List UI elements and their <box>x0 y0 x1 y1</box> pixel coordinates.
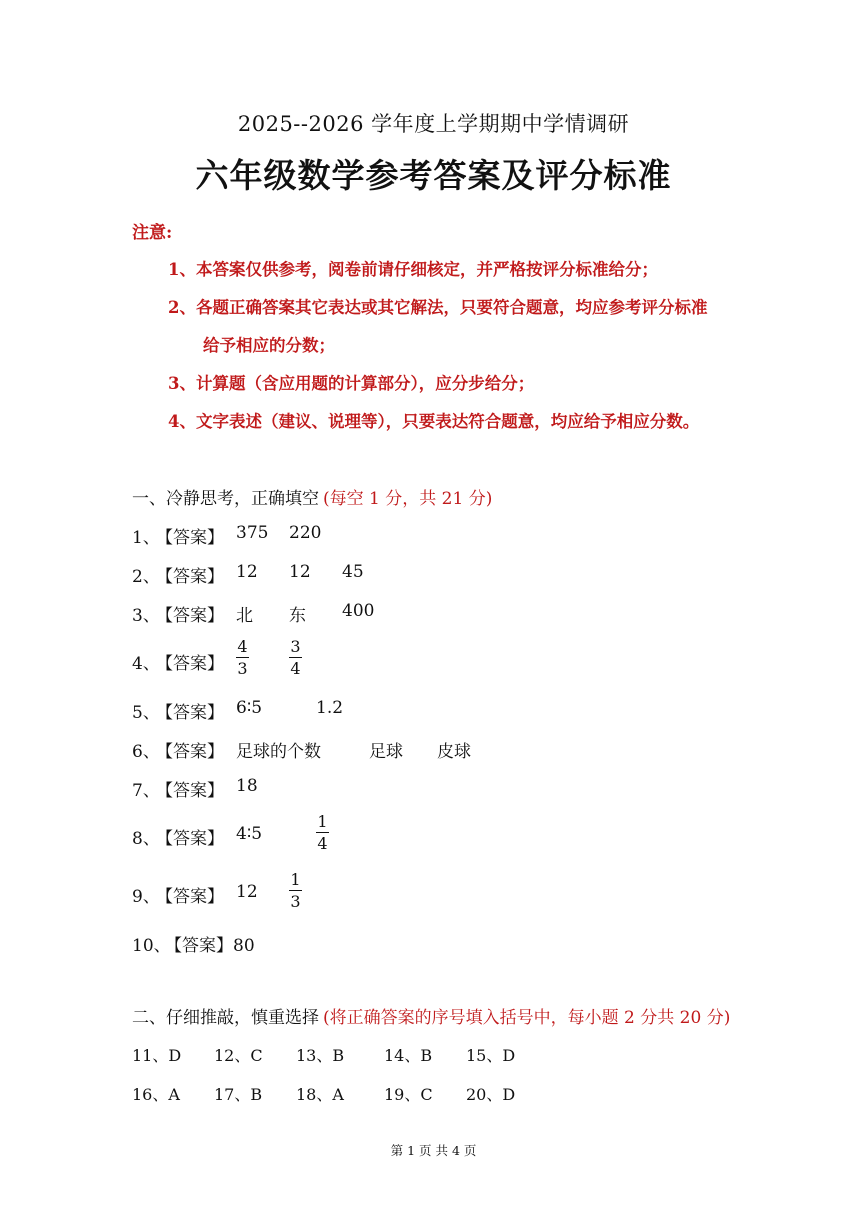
question-number: 8、 <box>132 829 160 849</box>
answer-value: 4∶5 <box>236 824 263 844</box>
answer-tag: 【答案】 <box>156 829 224 849</box>
answer-value: 12 <box>236 882 258 902</box>
answer-tag: 【答案】 <box>156 528 224 548</box>
question-number: 2、 <box>132 567 160 587</box>
answer-value: 400 <box>342 601 375 621</box>
fraction-denominator: 3 <box>237 659 248 678</box>
question-number: 6、 <box>132 742 160 762</box>
answer-value: 足球的个数 <box>236 742 321 762</box>
fraction-bar <box>316 832 329 833</box>
choice-answer: 18、A <box>296 1085 344 1104</box>
answer-fraction <box>316 812 329 853</box>
choice-answer: 15、D <box>466 1046 516 1065</box>
answer-value: 375 <box>236 523 269 543</box>
answer-value: 北 <box>236 606 253 626</box>
answer-tag: 【答案】 <box>156 606 224 626</box>
notice-item-2-continued: 给予相应的分数； <box>203 336 335 355</box>
question-number: 1、 <box>132 528 160 548</box>
choice-answer: 11、D <box>132 1046 182 1065</box>
section-1-scoring-note: (每空 1 分，共 21 分) <box>323 489 493 509</box>
answer-tag: 【答案】 <box>156 781 224 801</box>
fraction-denominator: 4 <box>290 659 301 678</box>
answer-value: 220 <box>289 523 322 543</box>
section-1-title: 一、冷静思考，正确填空 <box>132 489 319 509</box>
exam-subtitle: 2025--2026 学年度上学期期中学情调研 <box>237 112 630 136</box>
answer-value: 皮球 <box>437 742 471 762</box>
section-2-scoring-note: (将正确答案的序号填入括号中，每小题 2 分共 20 分) <box>323 1008 731 1028</box>
fraction-bar <box>236 657 249 658</box>
notice-label: 注意: <box>132 223 173 243</box>
answer-tag: 【答案】 <box>156 654 224 674</box>
answer-fraction <box>289 870 302 911</box>
choice-answer: 14、B <box>384 1046 433 1065</box>
question-number: 4、 <box>132 654 160 674</box>
answer-tag: 【答案】 <box>156 567 224 587</box>
answer-value: 1.2 <box>316 698 344 718</box>
section-2-title: 二、仔细推敲，慎重选择 <box>132 1008 319 1028</box>
answer-tag: 【答案】 <box>156 703 224 723</box>
answer-value: 足球 <box>369 742 403 762</box>
choice-answer: 17、B <box>214 1085 263 1104</box>
notice-item-1: 1、本答案仅供参考，阅卷前请仔细核定，并严格按评分标准给分； <box>168 260 658 279</box>
fraction-numerator: 1 <box>290 870 301 889</box>
fraction-bar <box>289 890 302 891</box>
fraction-bar <box>289 657 302 658</box>
question-number: 9、 <box>132 887 160 907</box>
page-number-footer: 第 1 页 共 4 页 <box>390 1143 477 1158</box>
notice-item-2: 2、各题正确答案其它表达或其它解法，只要符合题意，均应参考评分标准 <box>168 298 708 317</box>
question-number: 7、 <box>132 781 160 801</box>
fraction-numerator: 4 <box>237 637 248 656</box>
answer-tag-with-value: 【答案】80 <box>165 936 255 956</box>
answer-value: 12 <box>289 562 311 582</box>
choice-answer: 16、A <box>132 1085 180 1104</box>
question-number: 5、 <box>132 703 160 723</box>
answer-fraction <box>289 637 302 678</box>
fraction-denominator: 3 <box>290 892 301 911</box>
fraction-denominator: 4 <box>317 834 328 853</box>
fraction-numerator: 1 <box>317 812 328 831</box>
answer-fraction <box>236 637 249 678</box>
answer-value: 12 <box>236 562 258 582</box>
choice-answer: 20、D <box>466 1085 516 1104</box>
answer-tag: 【答案】 <box>156 742 224 762</box>
answer-value: 45 <box>342 562 364 582</box>
notice-item-4: 4、文字表述（建议、说理等），只要表达符合题意，均应给予相应分数。 <box>168 412 700 431</box>
choice-answer: 19、C <box>384 1085 433 1104</box>
answer-value: 18 <box>236 776 258 796</box>
notice-item-3: 3、计算题（含应用题的计算部分），应分步给分； <box>168 374 535 393</box>
answer-value: 6∶5 <box>236 698 263 718</box>
question-number: 10、 <box>132 936 171 956</box>
question-number: 3、 <box>132 606 160 626</box>
section-1-heading <box>132 484 492 509</box>
choice-answer: 13、B <box>296 1046 345 1065</box>
answer-tag: 【答案】 <box>156 887 224 907</box>
choice-answer: 12、C <box>214 1046 263 1065</box>
fraction-numerator: 3 <box>290 637 301 656</box>
page-title: 六年级数学参考答案及评分标准 <box>195 156 672 195</box>
answer-value: 东 <box>289 606 306 626</box>
section-2-heading <box>132 1003 730 1028</box>
